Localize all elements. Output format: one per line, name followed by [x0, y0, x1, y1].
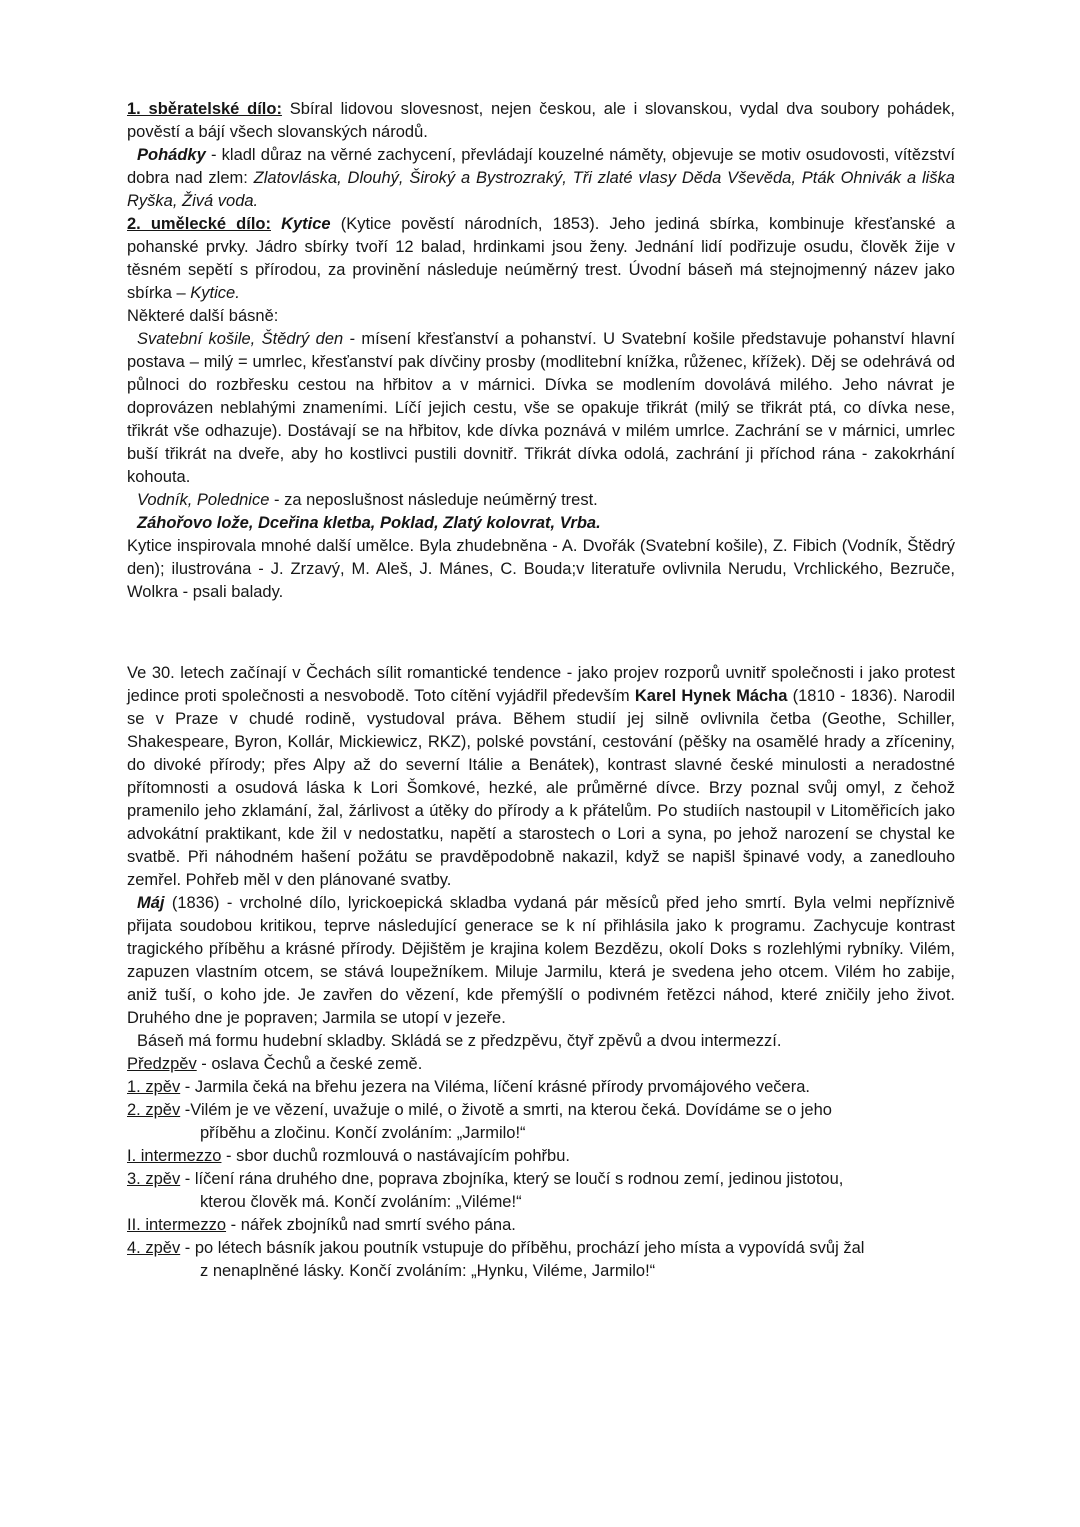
text-run: Kytice	[270, 215, 331, 233]
text-run: 1. sběratelské dílo:	[127, 100, 282, 118]
paragraph-sberatelske-dilo	[127, 98, 955, 144]
text-run: - kladl důraz na věrné zachycení, převládají kouzelné náměty, objevuje se motiv osudovosti, vítězství dobra nad zlem:	[127, 146, 955, 187]
text-run: -Vilém je ve vězení, uvažuje o milé, o životě a smrti, na kterou čeká. Dovídáme se o jeho	[180, 1101, 832, 1119]
text-run: Kytice.	[190, 284, 240, 302]
line-predzpev	[127, 1053, 981, 1076]
text-run: II. intermezzo	[127, 1216, 227, 1234]
section-gap	[127, 604, 955, 662]
text-run: 1. zpěv	[127, 1078, 181, 1096]
text-run: Záhořovo lože, Dceřina kletba, Poklad, Zlatý kolovrat, Vrba.	[137, 514, 601, 532]
text-run: Předzpěv	[127, 1055, 197, 1073]
text-run: - líčení rána druhého dne, poprava zbojníka, který se loučí s rodnou zemí, jedinou jistotou,	[180, 1170, 844, 1188]
text-run: (1810 - 1836). Narodil se v Praze v chudé rodině, vystudoval práva. Během studií jej silně ovlivnila četba (Geothe, Schiller, Shakespeare, Byron, Kollár, Mickiewicz, RKZ), polské povstání, cestování (pěšky na osamělé hrady a zříceniny, do divoké přírody; přes Alpy až do severní Itálie a Benátek), kontrast slavné české minulosti a neradostné přítomnosti a osudová láska k Lori Šomkové, hezké, ale průměrné dívce. Brzy poznal svůj omyl, z čehož pramenilo jeho zklamání, žal, žárlivost a útěky do přírody a k přátelům. Po studiích nastoupil v Litoměřicích jako advokátní praktikant, kde žil v nedostatku, napětí a starostech o Lori a syna, po jehož narození se chystal ke svatbě. Při náhodném hašení požátu se pravděpodobně nakazil, když se napišl špinavé vody, a zanedlouho zemřel. Pohřeb měl v den plánované svatby.	[127, 687, 955, 889]
paragraph-maj	[127, 892, 955, 1030]
paragraph-nektere-dalsi-basne	[127, 305, 955, 328]
text-run: - Jarmila čeká na břehu jezera na Viléma, líčení krásné přírody prvomájového večera.	[180, 1078, 810, 1096]
text-run: - oslava Čechů a české země.	[196, 1055, 423, 1073]
text-run: - mísení křesťanství a pohanství. U Svatební košile představuje pohanství hlavní postava – milý = umrlec, křesťanství pak dívčiny prosby (modlitební knížka, růženec, křížek). Děj se odehrává od půlnoci do rozbřesku cestou na hřbitov a v márnici. Dívka se modlením dovolává milého. Jeho návrat je doprovázen neblahými znameními. Líčí jejich cestu, vše se opakuje třikrát (milý se třikrát ptá, co dívka nese, třikrát vše odhazuje). Dostávají se na hřbitov, kde dívka poznává v milém umrlce. Zachrání se v márnici, umrlec buší třikrát na dveře, aby ho kostlivci pustili dovnitř. Třikrát dívka odolá, zachrání ji příchod rána - zakokrhání kohouta.	[127, 330, 955, 486]
text-run: 4. zpěv	[127, 1239, 181, 1257]
text-run: I. intermezzo	[127, 1147, 222, 1165]
text-run: Ve 30. letech začínají v Čechách sílit romantické tendence - jako projev rozporů uvnitř společnosti i jako protest jedince proti společnosti a nesvobodě. Toto cítění vyjádřil především	[127, 664, 955, 705]
text-run: (Kytice pověstí národních, 1853). Jeho jediná sbírka, kombinuje křesťanské a pohanské prvky. Jádro sbírky tvoří 12 balad, hrdinkami jsou ženy. Jednání lidí podřizuje osudu, člověk žije v těsném sepětí s přírodou, za provinění následuje neúměrný trest. Úvodní báseň má stejnojmenný název jako sbírka –	[127, 215, 956, 302]
text-run: - sbor duchů rozmlouvá o nastávajícím pohřbu.	[221, 1147, 570, 1165]
text-run: Některé další básně:	[127, 307, 279, 325]
paragraph-svatebni-kosile	[127, 328, 955, 489]
text-run: Pohádky	[137, 146, 206, 164]
text-run: (1836) - vrcholné dílo, lyrickoepická skladba vydaná pár měsíců před jeho smrtí. Byla velmi nepříznivě přijata soudobou kritikou, teprve následující generace se k ní přihlásila jako k programu. Zachycuje kontrast tragického příběhu a krásné přírody. Dějištěm je krajina kolem Bezdězu, okolí Doks s rozlehlými rybníky. Vilém, zapuzen vlastním otcem, se stává loupežníkem. Miluje Jarmilu, která je svedena jeho otcem. Vilém ho zabije, aniž tuší, o koho jde. Je zavřen do vězení, kde přemýšlí o podivném řetězci náhod, které zničily jeho život. Druhého dne je popraven; Jarmila se utopí v jezeře.	[127, 894, 955, 1027]
text-run: Báseň má formu hudební skladby. Skládá se z předzpěvu, čtyř zpěvů a dvou intermezzí.	[137, 1032, 782, 1050]
line-2-zpev	[127, 1099, 981, 1145]
line-3-zpev	[127, 1168, 981, 1214]
paragraph-vodnik-polednice	[127, 489, 955, 512]
text-run: Sbíral lidovou slovesnost, nejen českou, ale i slovanskou, vydal dva soubory pohádek, pověstí a bájí všech slovanských národů.	[127, 100, 955, 141]
text-run: Máj	[137, 894, 165, 912]
text-run: - za neposlušnost následuje neúměrný trest.	[269, 491, 598, 509]
text-run: Zlatovláska, Dlouhý, Široký a Bystrozraký, Tři zlaté vlasy Děda Vševěda, Pták Ohnivák a liška Ryška, Živá voda.	[127, 169, 955, 210]
text-run: Karel Hynek Mácha	[634, 687, 788, 705]
text-run: z nenaplněné lásky. Končí zvoláním: „Hynku, Viléme, Jarmilo!“	[200, 1262, 656, 1280]
text-run: příběhu a zločinu. Končí zvoláním: „Jarmilo!“	[200, 1124, 526, 1142]
text-run: Vodník, Polednice	[137, 491, 270, 509]
line-1-zpev	[127, 1076, 981, 1099]
paragraph-macha-uvod	[127, 662, 955, 892]
paragraph-vycet-balad	[127, 512, 955, 535]
line-i-intermezzo	[127, 1145, 981, 1168]
text-run: 2. zpěv	[127, 1101, 181, 1119]
text-run: Kytice inspirovala mnohé další umělce. Byla zhudebněna - A. Dvořák (Svatební košile), Z. Fibich (Vodník, Štědrý den); ilustrována - J. Zrzavý, M. Aleš, J. Mánes, C. Bouda;v literatuře ovlivnila Nerudu, Vrchlického, Bezruče, Wolkra - psali balady.	[127, 537, 955, 601]
paragraph-umelecke-dilo-kytice	[127, 213, 955, 305]
text-run: 2. umělecké dílo:	[127, 215, 271, 233]
text-run: kterou člověk má. Končí zvoláním: „Viléme!“	[200, 1193, 522, 1211]
text-run: - nářek zbojníků nad smrtí svého pána.	[226, 1216, 516, 1234]
paragraph-kytice-vliv	[127, 535, 955, 604]
paragraph-basen-forma	[127, 1030, 955, 1053]
paragraph-pohadky	[127, 144, 955, 213]
text-run: - po létech básník jakou poutník vstupuje do příběhu, prochází jeho místa a vypovídá svůj žal	[180, 1239, 865, 1257]
text-run: Svatební košile, Štědrý den	[137, 330, 344, 348]
line-ii-intermezzo	[127, 1214, 981, 1237]
line-4-zpev	[127, 1237, 981, 1283]
text-run: 3. zpěv	[127, 1170, 181, 1188]
